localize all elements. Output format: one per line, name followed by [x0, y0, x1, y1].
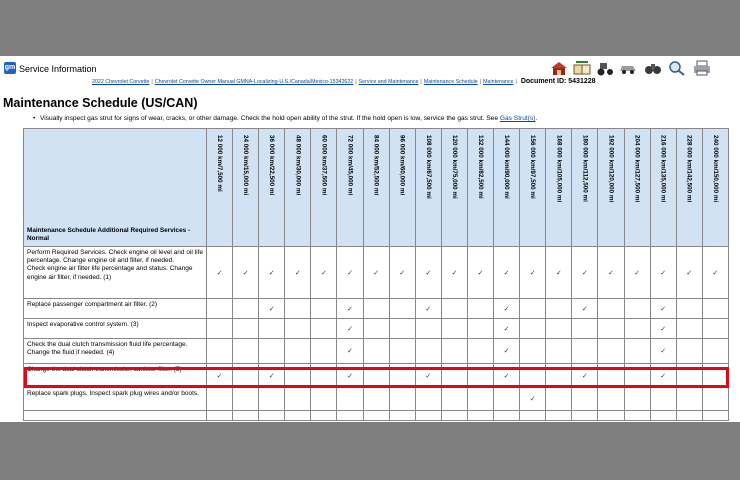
- check-mark-cell: ✓: [494, 247, 520, 299]
- interval-label: 168 000 km/105,000 mi: [555, 135, 563, 203]
- service-description-line: Check engine air filter life percentage and status. Change engine air filter, if needed. (1): [27, 265, 193, 281]
- empty-cell: [259, 319, 285, 339]
- service-description-line: Check the dual clutch transmission fluid life percentage. Change the fluid if needed. (4): [27, 341, 188, 357]
- check-mark-cell: ✓: [494, 299, 520, 319]
- empty-cell: [650, 388, 676, 411]
- empty-cell: [415, 388, 441, 411]
- header-interval: [337, 129, 363, 247]
- empty-cell: [572, 388, 598, 411]
- interval-label: 120 000 km/75,000 mi: [450, 135, 458, 199]
- check-mark-cell: ✓: [259, 364, 285, 388]
- header-interval: [676, 129, 702, 247]
- check-mark-cell: ✓: [337, 364, 363, 388]
- empty-cell: [546, 339, 572, 364]
- empty-cell: [598, 339, 624, 364]
- empty-cell: [207, 319, 233, 339]
- empty-cell: [676, 339, 702, 364]
- interval-label: 240 000 km/150,000 mi: [711, 135, 719, 203]
- header-interval: [494, 129, 520, 247]
- empty-cell: [389, 388, 415, 411]
- check-mark-cell: ✓: [311, 247, 337, 299]
- interval-label: 24 000 km/15,000 mi: [242, 135, 250, 196]
- interval-label: 144 000 km/90,000 mi: [503, 135, 511, 199]
- table-row: [24, 247, 729, 299]
- gm-logo: gm: [4, 62, 16, 74]
- document-id: Document ID: 5431228: [520, 78, 596, 85]
- header-interval: [259, 129, 285, 247]
- service-description: [24, 339, 207, 364]
- empty-cell: [494, 411, 520, 421]
- check-mark-cell: ✓: [520, 247, 546, 299]
- empty-cell: [259, 388, 285, 411]
- empty-cell: [207, 411, 233, 421]
- empty-cell: [363, 319, 389, 339]
- check-mark-cell: ✓: [676, 247, 702, 299]
- check-mark-cell: ✓: [415, 247, 441, 299]
- empty-cell: [285, 388, 311, 411]
- empty-cell: [598, 319, 624, 339]
- table-row: [24, 339, 729, 364]
- check-mark-cell: ✓: [494, 319, 520, 339]
- header-interval: [624, 129, 650, 247]
- interval-label: 216 000 km/135,000 mi: [659, 135, 667, 203]
- interval-label: 156 000 km/97,500 mi: [529, 135, 537, 199]
- interval-label: 12 000 km/7,500 mi: [216, 135, 224, 192]
- empty-cell: [676, 319, 702, 339]
- check-mark-cell: ✓: [415, 299, 441, 319]
- empty-cell: [676, 364, 702, 388]
- car-icon[interactable]: [618, 60, 638, 76]
- empty-cell: [520, 319, 546, 339]
- gas-strut-note: • Visually inspect gas strut for signs of wear, cracks, or other damage. Check the hold open ability of the strut. If the hold open is low, service the gas strut. See Gas Strut(s).: [33, 115, 538, 122]
- check-mark-cell: ✓: [207, 364, 233, 388]
- empty-cell: [546, 319, 572, 339]
- empty-cell: [285, 364, 311, 388]
- empty-cell: [259, 411, 285, 421]
- header-interval: [546, 129, 572, 247]
- empty-cell: [676, 411, 702, 421]
- empty-cell: [233, 299, 259, 319]
- empty-cell: [546, 388, 572, 411]
- interval-label: 108 000 km/67,500 mi: [424, 135, 432, 199]
- breadcrumb-link-maintenance[interactable]: Maintenance: [483, 79, 514, 85]
- header-interval: [207, 129, 233, 247]
- empty-cell: [311, 299, 337, 319]
- empty-cell: [285, 339, 311, 364]
- table-row: [24, 411, 729, 421]
- empty-cell: [624, 319, 650, 339]
- table-row: [24, 388, 729, 411]
- interval-label: 48 000 km/30,000 mi: [294, 135, 302, 196]
- check-mark-cell: ✓: [285, 247, 311, 299]
- service-description: [24, 364, 207, 388]
- check-mark-cell: ✓: [207, 247, 233, 299]
- note-text: Visually inspect gas strut for signs of wear, cracks, or other damage. Check the hold open ability of the strut. If the hold open is low, service the gas strut. See: [40, 115, 499, 122]
- service-description-line: Change the dual clutch transmission canister filter. (5): [27, 366, 182, 373]
- empty-cell: [389, 364, 415, 388]
- empty-cell: [363, 388, 389, 411]
- header-interval: [467, 129, 493, 247]
- header-interval: [520, 129, 546, 247]
- home-icon[interactable]: [549, 60, 569, 76]
- empty-cell: [624, 411, 650, 421]
- breadcrumb: 2022 Chevrolet Corvette | Chevrolet Corvette Owner Manual GMNA-Localizing-U.S./Canada/Mexico-15342622 | Service and Maintenance | Maintenance Schedule | Maintenance | Document ID: 5431228: [92, 78, 596, 85]
- check-mark-cell: ✓: [233, 247, 259, 299]
- empty-cell: [207, 339, 233, 364]
- breadcrumb-link-service-maintenance[interactable]: Service and Maintenance: [358, 79, 419, 85]
- empty-cell: [311, 388, 337, 411]
- empty-cell: [520, 411, 546, 421]
- gas-strut-link[interactable]: Gas Strut(s): [499, 115, 536, 122]
- document-page: [0, 56, 740, 422]
- check-mark-cell: ✓: [650, 299, 676, 319]
- empty-cell: [207, 388, 233, 411]
- table-header-row: [24, 129, 729, 247]
- service-description: [24, 388, 207, 411]
- check-mark-cell: ✓: [259, 247, 285, 299]
- interval-label: 132 000 km/82,500 mi: [476, 135, 484, 199]
- header-interval: [572, 129, 598, 247]
- breadcrumb-link-maintenance-schedule[interactable]: Maintenance Schedule: [423, 79, 478, 85]
- empty-cell: [337, 388, 363, 411]
- empty-cell: [337, 411, 363, 421]
- interval-label: 60 000 km/37,500 mi: [320, 135, 328, 196]
- interval-label: 204 000 km/127,500 mi: [633, 135, 641, 203]
- empty-cell: [572, 319, 598, 339]
- empty-cell: [467, 339, 493, 364]
- check-mark-cell: ✓: [650, 319, 676, 339]
- check-mark-cell: ✓: [337, 339, 363, 364]
- interval-label: 72 000 km/45,000 mi: [346, 135, 354, 196]
- service-description-line: Replace spark plugs. Inspect spark plug wires and/or boots.: [27, 390, 199, 397]
- header-interval: [650, 129, 676, 247]
- magnifier-icon[interactable]: [667, 60, 687, 76]
- empty-cell: [467, 411, 493, 421]
- header-interval: [598, 129, 624, 247]
- binoculars-icon[interactable]: [643, 60, 663, 76]
- empty-cell: [467, 364, 493, 388]
- check-mark-cell: ✓: [337, 299, 363, 319]
- header-interval: [363, 129, 389, 247]
- empty-cell: [415, 411, 441, 421]
- empty-cell: [598, 364, 624, 388]
- interval-label: 36 000 km/22,500 mi: [268, 135, 276, 196]
- service-description-line: Inspect evaporative control system. (3): [27, 321, 139, 328]
- empty-cell: [572, 339, 598, 364]
- empty-cell: [285, 299, 311, 319]
- service-description-line: Perform Required Services. Check engine oil level and oil life percentage. Change engine oil and filter, if needed.: [27, 249, 203, 265]
- check-mark-cell: ✓: [650, 339, 676, 364]
- empty-cell: [441, 299, 467, 319]
- check-mark-cell: ✓: [624, 247, 650, 299]
- empty-cell: [520, 339, 546, 364]
- header-interval: [233, 129, 259, 247]
- empty-cell: [702, 364, 728, 388]
- empty-cell: [441, 364, 467, 388]
- empty-cell: [311, 319, 337, 339]
- check-mark-cell: ✓: [259, 299, 285, 319]
- empty-cell: [572, 411, 598, 421]
- empty-cell: [702, 411, 728, 421]
- page-title: Maintenance Schedule (US/CAN): [3, 96, 198, 110]
- breadcrumb-link-manual[interactable]: Chevrolet Corvette Owner Manual GMNA-Localizing-U.S./Canada/Mexico-15342622: [154, 79, 354, 85]
- book-icon[interactable]: [572, 60, 592, 76]
- header-interval: [415, 129, 441, 247]
- empty-cell: [441, 339, 467, 364]
- check-mark-cell: ✓: [572, 364, 598, 388]
- page-header: [0, 56, 740, 92]
- service-description: [24, 411, 207, 421]
- empty-cell: [624, 299, 650, 319]
- empty-cell: [441, 388, 467, 411]
- header-service-column: Maintenance Schedule Additional Required Services - Normal: [24, 129, 207, 247]
- empty-cell: [311, 339, 337, 364]
- check-mark-cell: ✓: [389, 247, 415, 299]
- interval-label: 192 000 km/120,000 mi: [607, 135, 615, 203]
- empty-cell: [676, 388, 702, 411]
- check-mark-cell: ✓: [494, 364, 520, 388]
- empty-cell: [598, 411, 624, 421]
- empty-cell: [624, 388, 650, 411]
- header-interval: [702, 129, 728, 247]
- empty-cell: [624, 339, 650, 364]
- empty-cell: [520, 364, 546, 388]
- empty-cell: [363, 339, 389, 364]
- empty-cell: [233, 319, 259, 339]
- empty-cell: [363, 299, 389, 319]
- empty-cell: [363, 364, 389, 388]
- empty-cell: [467, 388, 493, 411]
- empty-cell: [546, 411, 572, 421]
- empty-cell: [363, 411, 389, 421]
- empty-cell: [233, 364, 259, 388]
- empty-cell: [233, 339, 259, 364]
- printer-icon[interactable]: [692, 60, 712, 76]
- interval-label: 96 000 km/60,000 mi: [398, 135, 406, 196]
- table-row: [24, 364, 729, 388]
- empty-cell: [520, 299, 546, 319]
- empty-cell: [494, 388, 520, 411]
- empty-cell: [702, 339, 728, 364]
- check-mark-cell: ✓: [520, 388, 546, 411]
- check-mark-cell: ✓: [572, 299, 598, 319]
- empty-cell: [441, 411, 467, 421]
- empty-cell: [415, 339, 441, 364]
- check-mark-cell: ✓: [337, 319, 363, 339]
- check-mark-cell: ✓: [546, 247, 572, 299]
- table-row: [24, 299, 729, 319]
- header-interval: [285, 129, 311, 247]
- empty-cell: [441, 319, 467, 339]
- check-mark-cell: ✓: [598, 247, 624, 299]
- empty-cell: [285, 411, 311, 421]
- tractor-icon[interactable]: [595, 60, 615, 76]
- header-interval: [441, 129, 467, 247]
- service-description: [24, 319, 207, 339]
- empty-cell: [546, 299, 572, 319]
- empty-cell: [311, 411, 337, 421]
- header-interval: [311, 129, 337, 247]
- empty-cell: [598, 299, 624, 319]
- empty-cell: [311, 364, 337, 388]
- empty-cell: [598, 388, 624, 411]
- app-title: Service Information: [19, 64, 97, 74]
- empty-cell: [389, 411, 415, 421]
- empty-cell: [546, 364, 572, 388]
- check-mark-cell: ✓: [650, 247, 676, 299]
- empty-cell: [389, 339, 415, 364]
- check-mark-cell: ✓: [702, 247, 728, 299]
- empty-cell: [415, 319, 441, 339]
- empty-cell: [467, 299, 493, 319]
- check-mark-cell: ✓: [441, 247, 467, 299]
- empty-cell: [624, 364, 650, 388]
- service-description-line: Replace passenger compartment air filter. (2): [27, 301, 158, 308]
- check-mark-cell: ✓: [337, 247, 363, 299]
- empty-cell: [467, 319, 493, 339]
- check-mark-cell: ✓: [494, 339, 520, 364]
- empty-cell: [650, 411, 676, 421]
- empty-cell: [233, 388, 259, 411]
- empty-cell: [259, 339, 285, 364]
- empty-cell: [233, 411, 259, 421]
- empty-cell: [702, 388, 728, 411]
- table-row: [24, 319, 729, 339]
- header-interval: [389, 129, 415, 247]
- service-description: [24, 299, 207, 319]
- breadcrumb-link-vehicle[interactable]: 2022 Chevrolet Corvette: [92, 79, 150, 85]
- check-mark-cell: ✓: [415, 364, 441, 388]
- empty-cell: [285, 319, 311, 339]
- check-mark-cell: ✓: [572, 247, 598, 299]
- empty-cell: [207, 299, 233, 319]
- empty-cell: [389, 319, 415, 339]
- empty-cell: [389, 299, 415, 319]
- empty-cell: [702, 319, 728, 339]
- empty-cell: [676, 299, 702, 319]
- check-mark-cell: ✓: [363, 247, 389, 299]
- check-mark-cell: ✓: [650, 364, 676, 388]
- service-description: [24, 247, 207, 299]
- interval-label: 180 000 km/112,500 mi: [581, 135, 589, 202]
- maintenance-schedule-table: [23, 128, 729, 421]
- interval-label: 228 000 km/142,500 mi: [685, 135, 693, 203]
- check-mark-cell: ✓: [467, 247, 493, 299]
- interval-label: 84 000 km/52,500 mi: [372, 135, 380, 196]
- empty-cell: [702, 299, 728, 319]
